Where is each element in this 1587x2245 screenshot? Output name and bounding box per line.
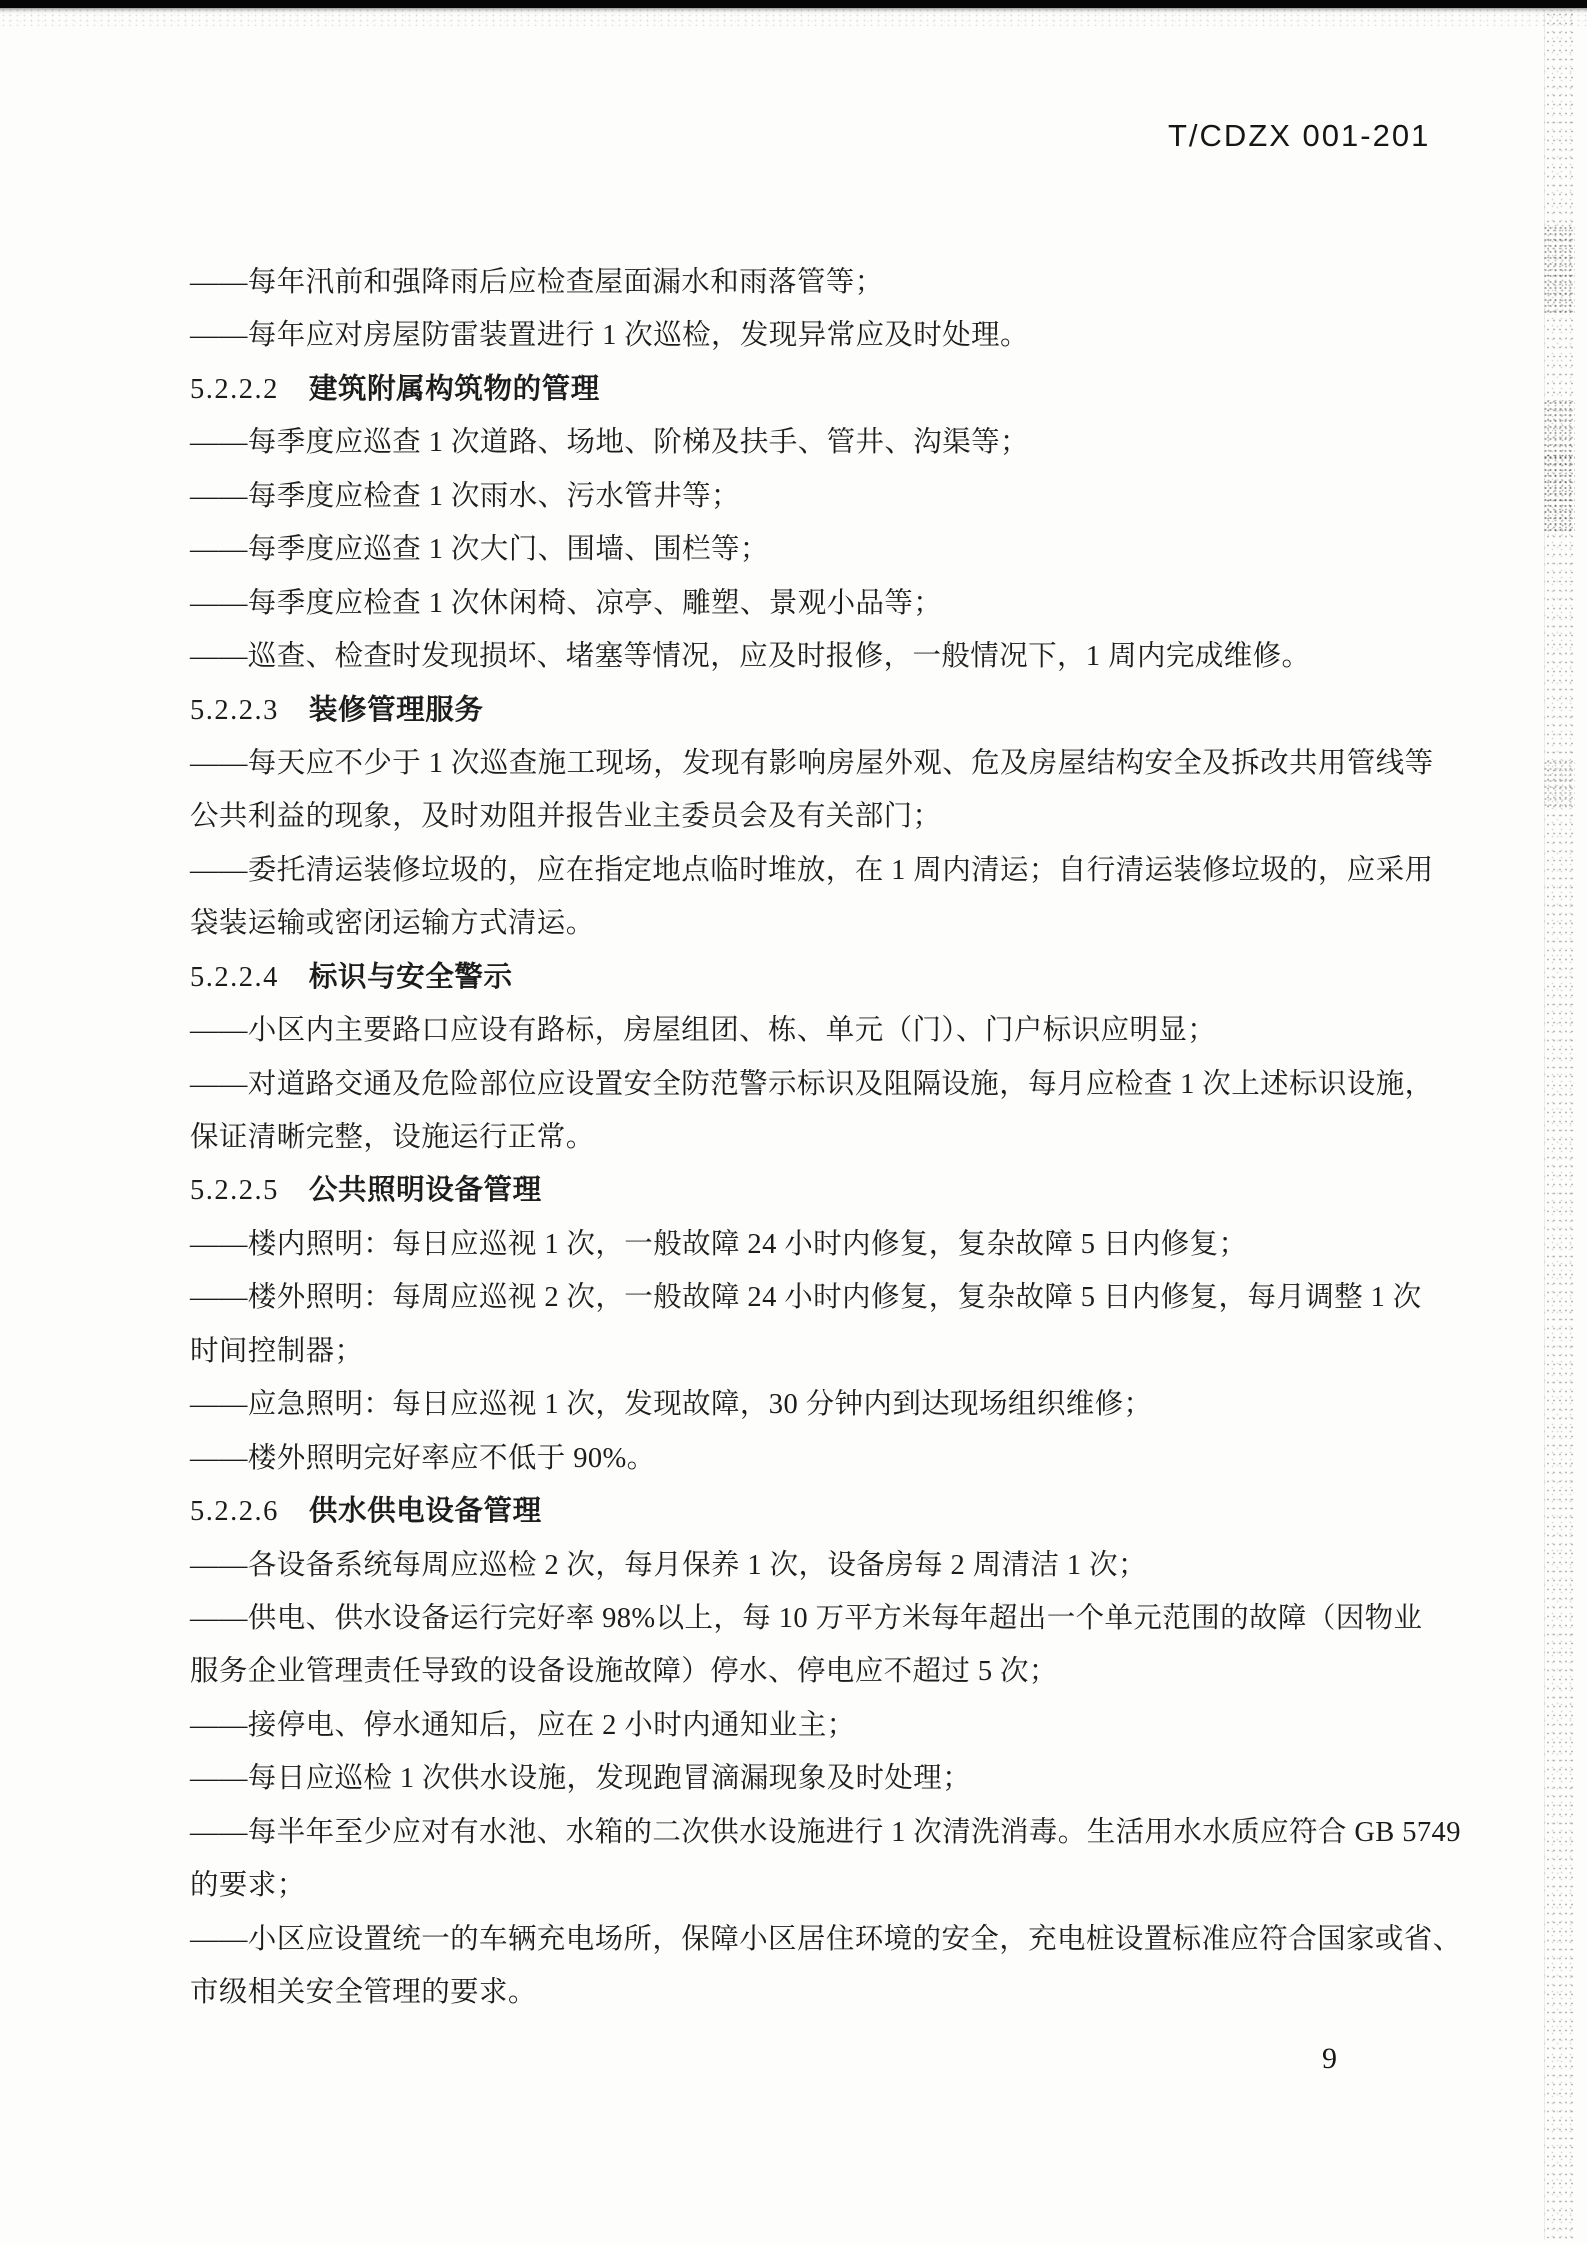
document-body — [190, 256, 1462, 2019]
section-title: 公共照明设备管理 — [308, 1174, 542, 1207]
scan-noise-right — [1544, 10, 1573, 2240]
section-number: 5.2.2.2 — [190, 373, 279, 405]
list-item-line: ——各设备系统每周应巡检 2 次，每月保养 1 次，设备房每 2 周清洁 1 次； — [190, 1549, 1147, 1581]
section-heading — [190, 951, 1405, 1004]
scan-edge-top — [0, 0, 1587, 14]
section-number: 5.2.2.5 — [190, 1175, 279, 1207]
scan-noise-patch — [1543, 455, 1575, 535]
scan-noise-patch — [1543, 760, 1575, 810]
continuation-line: 市级相关安全管理的要求。 — [190, 1977, 537, 2008]
continuation-line: 公共利益的现象，及时劝阻并报告业主委员会及有关部门； — [190, 801, 942, 833]
list-item-line: ——小区内主要路口应设有路标，房屋组团、栋、单元（门）、门户标识应明显； — [190, 1015, 1217, 1047]
list-item-line: ——每年汛前和强降雨后应检查屋面漏水和雨落管等； — [190, 267, 884, 298]
section-title: 标识与安全警示 — [308, 960, 513, 993]
list-item-line: ——供电、供水设备运行完好率 98%以上，每 10 万平方米每年超出一个单元范围的故障（因物业 — [190, 1602, 1423, 1634]
list-item-line: ——应急照明：每日应巡视 1 次，发现故障，30 分钟内到达现场组织维修； — [190, 1389, 1153, 1421]
list-item-line: ——每季度应巡查 1 次大门、围墙、围栏等； — [190, 534, 769, 566]
list-item-line: ——每日应巡检 1 次供水设施，发现跑冒滴漏现象及时处理； — [190, 1763, 972, 1795]
list-item-line: ——每季度应检查 1 次雨水、污水管井等； — [190, 480, 740, 512]
scan-noise-patch — [1543, 400, 1575, 460]
list-item-line: ——对道路交通及危险部位应设置安全防范警示标识及阻隔设施，每月应检查 1 次上述标识设施， — [190, 1068, 1434, 1100]
page-number: 9 — [1322, 2042, 1337, 2075]
section-title: 建筑附属构筑物的管理 — [308, 372, 600, 405]
section-heading — [190, 363, 1405, 416]
continuation-line: 的要求； — [190, 1870, 306, 1902]
list-item-line: ——每年应对房屋防雷装置进行 1 次巡检，发现异常应及时处理。 — [190, 320, 1029, 352]
continuation-line: 保证清晰完整，设施运行正常。 — [190, 1122, 595, 1153]
section-title: 供水供电设备管理 — [308, 1495, 542, 1528]
section-heading — [190, 684, 1405, 737]
list-item-line: ——委托清运装修垃圾的，应在指定地点临时堆放，在 1 周内清运；自行清运装修垃圾的，应采用 — [190, 854, 1434, 886]
section-number: 5.2.2.6 — [190, 1496, 279, 1528]
list-item-line: ——每季度应检查 1 次休闲椅、凉亭、雕塑、景观小品等； — [190, 587, 943, 619]
continuation-line: 时间控制器； — [190, 1335, 364, 1367]
section-title: 装修管理服务 — [308, 693, 484, 726]
continuation-line: 服务企业管理责任导致的设备设施故障）停水、停电应不超过 5 次； — [190, 1656, 1058, 1688]
section-number: 5.2.2.3 — [190, 694, 279, 726]
list-item-line: ——楼外照明完好率应不低于 90%。 — [190, 1442, 656, 1474]
doc-code-header: T/CDZX 001-201 — [1168, 118, 1431, 153]
list-item-line: ——巡查、检查时发现损坏、堵塞等情况，应及时报修，一般情况下，1 周内完成维修。 — [190, 641, 1311, 673]
section-heading — [190, 1485, 1405, 1538]
list-item-line: ——小区应设置统一的车辆充电场所，保障小区居住环境的安全，充电桩设置标准应符合国家或省、 — [190, 1923, 1462, 1955]
list-item-line: ——楼内照明：每日应巡视 1 次，一般故障 24 小时内修复，复杂故障 5 日内修复； — [190, 1228, 1248, 1260]
list-item-line: ——楼外照明：每周应巡视 2 次，一般故障 24 小时内修复，复杂故障 5 日内修复，每月调整 1 次 — [190, 1282, 1422, 1314]
list-item-line: ——每半年至少应对有水池、水箱的二次供水设施进行 1 次清洗消毒。生活用水水质应符合 GB 5749 — [190, 1816, 1461, 1848]
list-item-line: ——每天应不少于 1 次巡查施工现场，发现有影响房屋外观、危及房屋结构安全及拆改共用管线等 — [190, 747, 1434, 779]
list-item-line: ——接停电、停水通知后，应在 2 小时内通知业主； — [190, 1709, 856, 1741]
section-number: 5.2.2.4 — [190, 961, 279, 993]
list-item-line: ——每季度应巡查 1 次道路、场地、阶梯及扶手、管井、沟渠等； — [190, 427, 1029, 459]
section-heading — [190, 1164, 1405, 1217]
continuation-line: 袋装运输或密闭运输方式清运。 — [190, 908, 595, 940]
scan-noise-patch — [1543, 225, 1575, 315]
